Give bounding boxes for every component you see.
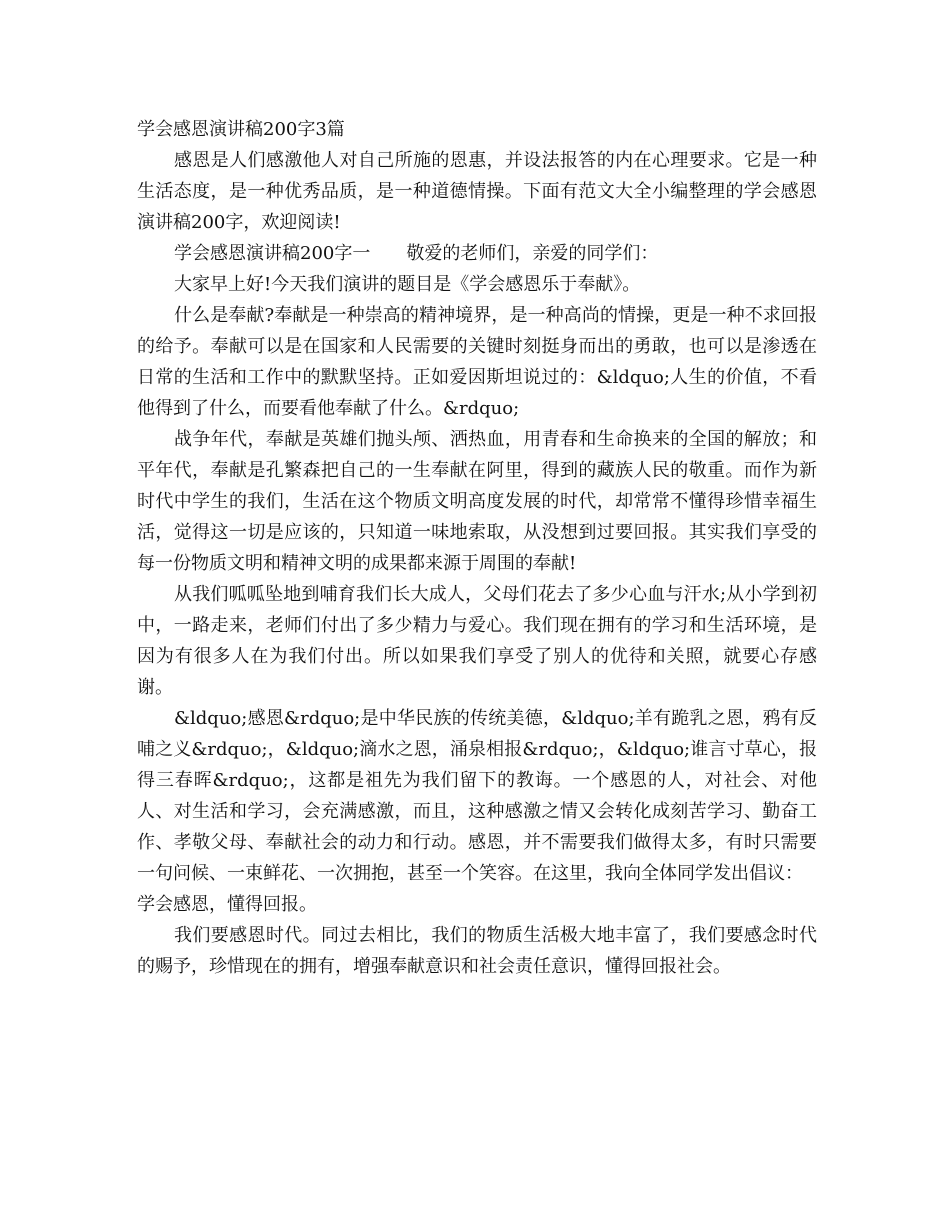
section-heading: 学会感恩演讲稿200字一 bbox=[174, 243, 371, 264]
intro-paragraph: 感恩是人们感激他人对自己所施的恩惠，并设法报答的内在心理要求。它是一种生活态度，是一种优秀品质，是一种道德情操。下面有范文大全小编整理的学会感恩演讲稿200字，欢迎阅读! bbox=[137, 150, 817, 233]
document-title: 学会感恩演讲稿200字3篇 bbox=[137, 119, 345, 140]
body-paragraph: 什么是奉献?奉献是一种崇高的精神境界，是一种高尚的情操，更是一种不求回报的给予。奉献可以是在国家和人民需要的关键时刻挺身而出的勇敢，也可以是渗透在日常的生活和工作中的默默坚持。正如爱因斯坦说过的：&ldquo;人生的价值，不看他得到了什么，而要看他奉献了什么。&rdquo; bbox=[137, 305, 817, 419]
body-paragraph: 我们要感恩时代。同过去相比，我们的物质生活极大地丰富了，我们要感念时代的赐予，珍惜现在的拥有，增强奉献意识和社会责任意识，懂得回报社会。 bbox=[137, 925, 817, 977]
body-paragraph: 战争年代，奉献是英雄们抛头颅、洒热血，用青春和生命换来的全国的解放；和平年代，奉献是孔繁森把自己的一生奉献在阿里，得到的藏族人民的敬重。而作为新时代中学生的我们，生活在这个物质文明高度发展的时代，却常常不懂得珍惜幸福生活，觉得这一切是应该的，只知道一味地索取，从没想到过要回报。其实我们享受的每一份物质文明和精神文明的成果都来源于周围的奉献! bbox=[137, 429, 817, 574]
document-body bbox=[137, 114, 817, 982]
greeting: 敬爱的老师们，亲爱的同学们： bbox=[406, 243, 659, 264]
body-paragraph: 从我们呱呱坠地到哺育我们长大成人，父母们花去了多少心血与汗水;从小学到初中，一路走来，老师们付出了多少精力与爱心。我们现在拥有的学习和生活环境，是因为有很多人在为我们付出。所以如果我们享受了别人的优待和关照，就要心存感谢。 bbox=[137, 584, 817, 698]
body-paragraph: &ldquo;感恩&rdquo;是中华民族的传统美德，&ldquo;羊有跪乳之恩，鸦有反哺之义&rdquo;，&ldquo;滴水之恩，涌泉相报&rdquo;，&ldquo;谁言寸草心，报得三春晖&rdquo;，这都是祖先为我们留下的教诲。一个感恩的人，对社会、对他人、对生活和学习，会充满感激，而且，这种感激之情又会转化成刻苦学习、勤奋工作、孝敬父母、奉献社会的动力和行动。感恩，并不需要我们做得太多，有时只需要一句问候、一束鲜花、一次拥抱，甚至一个笑容。在这里，我向全体同学发出倡议： bbox=[137, 708, 817, 884]
opening-paragraph: 大家早上好!今天我们演讲的题目是《学会感恩乐于奉献》。 bbox=[174, 274, 641, 295]
body-paragraph-continuation: 学会感恩，懂得回报。 bbox=[137, 894, 317, 915]
speech-heading-line bbox=[137, 238, 817, 269]
